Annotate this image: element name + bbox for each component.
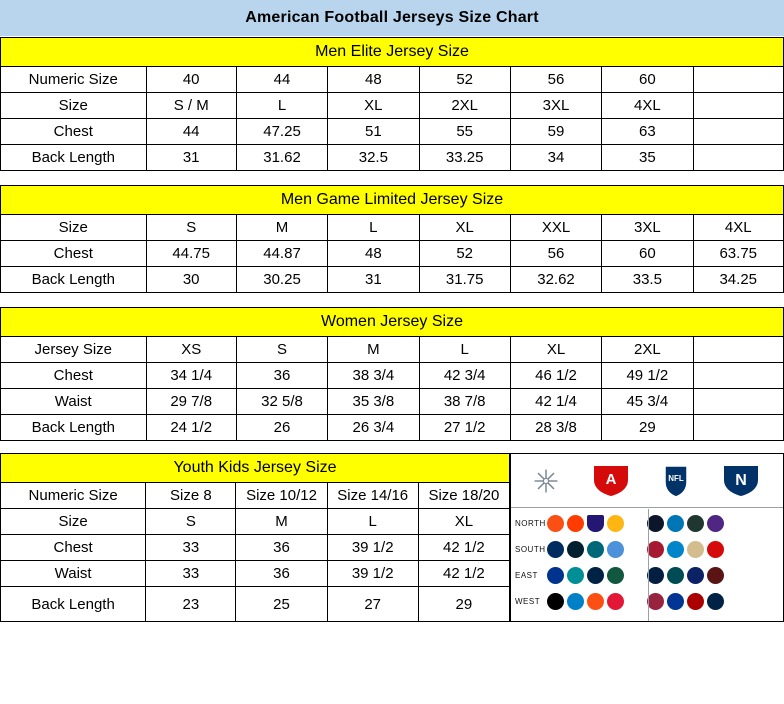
cell: 36 (236, 363, 327, 389)
lions-logo (667, 515, 684, 532)
row-label: Size (1, 509, 146, 535)
cell: 30.25 (236, 267, 327, 293)
snowflake-icon (533, 468, 559, 494)
cell: 44.75 (146, 241, 236, 267)
table-header-row (1, 38, 784, 67)
cell: Size 8 (146, 483, 236, 509)
cell: S (146, 509, 236, 535)
cell: 25 (236, 587, 327, 622)
division-label-north: NORTH (515, 518, 546, 528)
cell: L (236, 93, 327, 119)
cell: 26 3/4 (328, 415, 419, 441)
section-spacer (0, 441, 784, 453)
cardinals-logo (647, 593, 664, 610)
cell: L (419, 337, 510, 363)
cell: 38 7/8 (419, 389, 510, 415)
row-label: Chest (1, 241, 147, 267)
table-row (1, 483, 510, 509)
section-women (0, 307, 784, 441)
nfl-shield-logo (663, 464, 689, 498)
table-row (1, 587, 510, 622)
cell: 55 (419, 119, 510, 145)
row-label: Chest (1, 535, 146, 561)
cell: 36 (236, 561, 327, 587)
cell: XL (419, 215, 510, 241)
table-header-row (1, 308, 784, 337)
cell: 26 (236, 415, 327, 441)
browns-logo (567, 515, 584, 532)
bears-logo (647, 515, 664, 532)
49ers-logo (687, 593, 704, 610)
cell: 27 1/2 (419, 415, 510, 441)
table-header-row (1, 186, 784, 215)
cell: 56 (510, 241, 601, 267)
cell: 3XL (510, 93, 601, 119)
chargers-logo (567, 593, 584, 610)
jaguars-logo (587, 541, 604, 558)
cell-empty (693, 145, 784, 171)
table-row (1, 535, 510, 561)
nfc-north-teams (647, 515, 777, 532)
nfl-team-logos-panel (510, 453, 784, 622)
table-row (1, 267, 784, 293)
section-youth-kids (0, 453, 510, 622)
cell: 4XL (602, 93, 693, 119)
nfc-west-teams (647, 593, 777, 610)
cell: 48 (328, 241, 419, 267)
cell: 33.5 (602, 267, 693, 293)
texans-logo (567, 541, 584, 558)
seahawks-logo (707, 593, 724, 610)
section-header-youth-kids: Youth Kids Jersey Size (1, 454, 510, 483)
section-men-game-limited (0, 185, 784, 293)
cell: 63.75 (693, 241, 784, 267)
table-men-elite (0, 37, 784, 171)
cell: 34 1/4 (146, 363, 236, 389)
division-label-south: SOUTH (515, 544, 546, 554)
cell: 31.62 (236, 145, 327, 171)
cell: 48 (328, 67, 419, 93)
afc-south-teams (547, 541, 643, 558)
cell: 2XL (602, 337, 693, 363)
cell: 46 1/2 (510, 363, 601, 389)
cell: 56 (510, 67, 601, 93)
afc-west-teams (547, 593, 643, 610)
cell: 63 (602, 119, 693, 145)
cell: 4XL (693, 215, 784, 241)
titans-logo (607, 541, 624, 558)
cell: M (328, 337, 419, 363)
section-header-men-game-limited: Men Game Limited Jersey Size (1, 186, 784, 215)
cell-empty (693, 67, 784, 93)
cell: 39 1/2 (327, 535, 418, 561)
cell: 34.25 (693, 267, 784, 293)
cell-empty (693, 337, 784, 363)
division-label-west: WEST (515, 596, 541, 606)
cell-empty (693, 389, 784, 415)
panthers-logo (667, 541, 684, 558)
cell: M (236, 215, 327, 241)
row-label: Waist (1, 389, 147, 415)
cell: 33.25 (419, 145, 510, 171)
cell: 29 (602, 415, 693, 441)
section-header-men-elite: Men Elite Jersey Size (1, 38, 784, 67)
cell: 34 (510, 145, 601, 171)
eagles-logo (667, 567, 684, 584)
svg-text:N: N (734, 471, 747, 489)
bills-logo (547, 567, 564, 584)
cell: 44 (236, 67, 327, 93)
steelers-logo (607, 515, 624, 532)
cell: 38 3/4 (328, 363, 419, 389)
division-row-west (511, 588, 783, 614)
cell: 60 (602, 241, 693, 267)
table-row (1, 241, 784, 267)
bengals-logo (547, 515, 564, 532)
cell: 29 7/8 (146, 389, 236, 415)
cell: 59 (510, 119, 601, 145)
division-label-east: EAST (515, 570, 538, 580)
section-header-women: Women Jersey Size (1, 308, 784, 337)
bottom-area (0, 453, 784, 622)
cell: 2XL (419, 93, 510, 119)
cell: S (236, 337, 327, 363)
jets-logo (607, 567, 624, 584)
page-title-bar (0, 0, 784, 37)
giants-logo (687, 567, 704, 584)
cowboys-logo (647, 567, 664, 584)
page-title: American Football Jerseys Size Chart (245, 9, 539, 26)
cell: XL (418, 509, 509, 535)
vikings-logo (707, 515, 724, 532)
cell: Size 14/16 (327, 483, 418, 509)
afc-logo (590, 464, 632, 498)
svg-text:A: A (605, 470, 616, 488)
table-row (1, 337, 784, 363)
table-row (1, 215, 784, 241)
cell: 33 (146, 535, 236, 561)
cell: 35 (602, 145, 693, 171)
cell: XS (146, 337, 236, 363)
row-label: Size (1, 215, 147, 241)
row-label: Chest (1, 119, 147, 145)
row-label: Back Length (1, 415, 147, 441)
saints-logo (687, 541, 704, 558)
cell: 31 (146, 145, 236, 171)
row-label: Back Length (1, 145, 147, 171)
conference-header-row (511, 454, 783, 508)
section-spacer (0, 293, 784, 307)
cell: Size 10/12 (236, 483, 327, 509)
division-row-east (511, 562, 783, 588)
cell: 32.62 (510, 267, 601, 293)
cell: L (328, 215, 419, 241)
cell: 52 (419, 67, 510, 93)
cell: 42 1/2 (418, 535, 509, 561)
cell: 3XL (602, 215, 693, 241)
nfc-logo (720, 464, 762, 498)
row-label: Size (1, 93, 147, 119)
cell-empty (693, 119, 784, 145)
falcons-logo (647, 541, 664, 558)
table-row (1, 67, 784, 93)
cell: 44 (146, 119, 236, 145)
colts-logo (547, 541, 564, 558)
chiefs-logo (607, 593, 624, 610)
cell: S / M (146, 93, 236, 119)
table-row (1, 145, 784, 171)
cell: 33 (146, 561, 236, 587)
buccaneers-logo (707, 541, 724, 558)
rams-logo (667, 593, 684, 610)
cell: 35 3/8 (328, 389, 419, 415)
cell: 49 1/2 (602, 363, 693, 389)
table-header-row (1, 454, 510, 483)
row-label: Back Length (1, 267, 147, 293)
cell: 24 1/2 (146, 415, 236, 441)
table-men-game-limited (0, 185, 784, 293)
cell: 45 3/4 (602, 389, 693, 415)
table-row (1, 363, 784, 389)
cell: M (236, 509, 327, 535)
cell: 47.25 (236, 119, 327, 145)
dolphins-logo (567, 567, 584, 584)
cell: 52 (419, 241, 510, 267)
divisions-grid (511, 508, 783, 614)
cell: 60 (602, 67, 693, 93)
cell: 40 (146, 67, 236, 93)
cell: 27 (327, 587, 418, 622)
raiders-logo (547, 593, 564, 610)
division-row-south (511, 536, 783, 562)
section-men-elite (0, 37, 784, 171)
cell: Size 18/20 (418, 483, 509, 509)
table-women (0, 307, 784, 441)
cell: L (327, 509, 418, 535)
afc-north-teams (547, 515, 643, 532)
row-label: Chest (1, 363, 147, 389)
ravens-logo (587, 515, 604, 532)
cell: 42 1/2 (418, 561, 509, 587)
cell: 32.5 (328, 145, 419, 171)
cell: 42 1/4 (510, 389, 601, 415)
cell: 39 1/2 (327, 561, 418, 587)
table-row (1, 93, 784, 119)
row-label: Jersey Size (1, 337, 147, 363)
cell: 51 (328, 119, 419, 145)
patriots-logo (587, 567, 604, 584)
cell: 31 (328, 267, 419, 293)
table-row (1, 415, 784, 441)
cell: 44.87 (236, 241, 327, 267)
conference-column-divider (648, 509, 649, 621)
cell-empty (693, 93, 784, 119)
nfc-south-teams (647, 541, 777, 558)
cell: 29 (418, 587, 509, 622)
row-label: Back Length (1, 587, 146, 622)
section-spacer (0, 171, 784, 185)
nfc-east-teams (647, 567, 777, 584)
table-row (1, 119, 784, 145)
cell: 36 (236, 535, 327, 561)
cell: 31.75 (419, 267, 510, 293)
cell-empty (693, 363, 784, 389)
cell: 32 5/8 (236, 389, 327, 415)
row-label: Waist (1, 561, 146, 587)
packers-logo (687, 515, 704, 532)
row-label: Numeric Size (1, 67, 147, 93)
table-row (1, 561, 510, 587)
cell: 28 3/8 (510, 415, 601, 441)
cell-empty (693, 415, 784, 441)
afc-east-teams (547, 567, 643, 584)
row-label: Numeric Size (1, 483, 146, 509)
broncos-logo (587, 593, 604, 610)
table-youth-kids (0, 453, 510, 622)
cell: XXL (510, 215, 601, 241)
cell: S (146, 215, 236, 241)
cell: XL (328, 93, 419, 119)
cell: 23 (146, 587, 236, 622)
svg-text:NFL: NFL (667, 473, 684, 483)
commanders-logo (707, 567, 724, 584)
table-row (1, 509, 510, 535)
cell: 42 3/4 (419, 363, 510, 389)
division-row-north (511, 510, 783, 536)
table-row (1, 389, 784, 415)
cell: 30 (146, 267, 236, 293)
cell: XL (510, 337, 601, 363)
